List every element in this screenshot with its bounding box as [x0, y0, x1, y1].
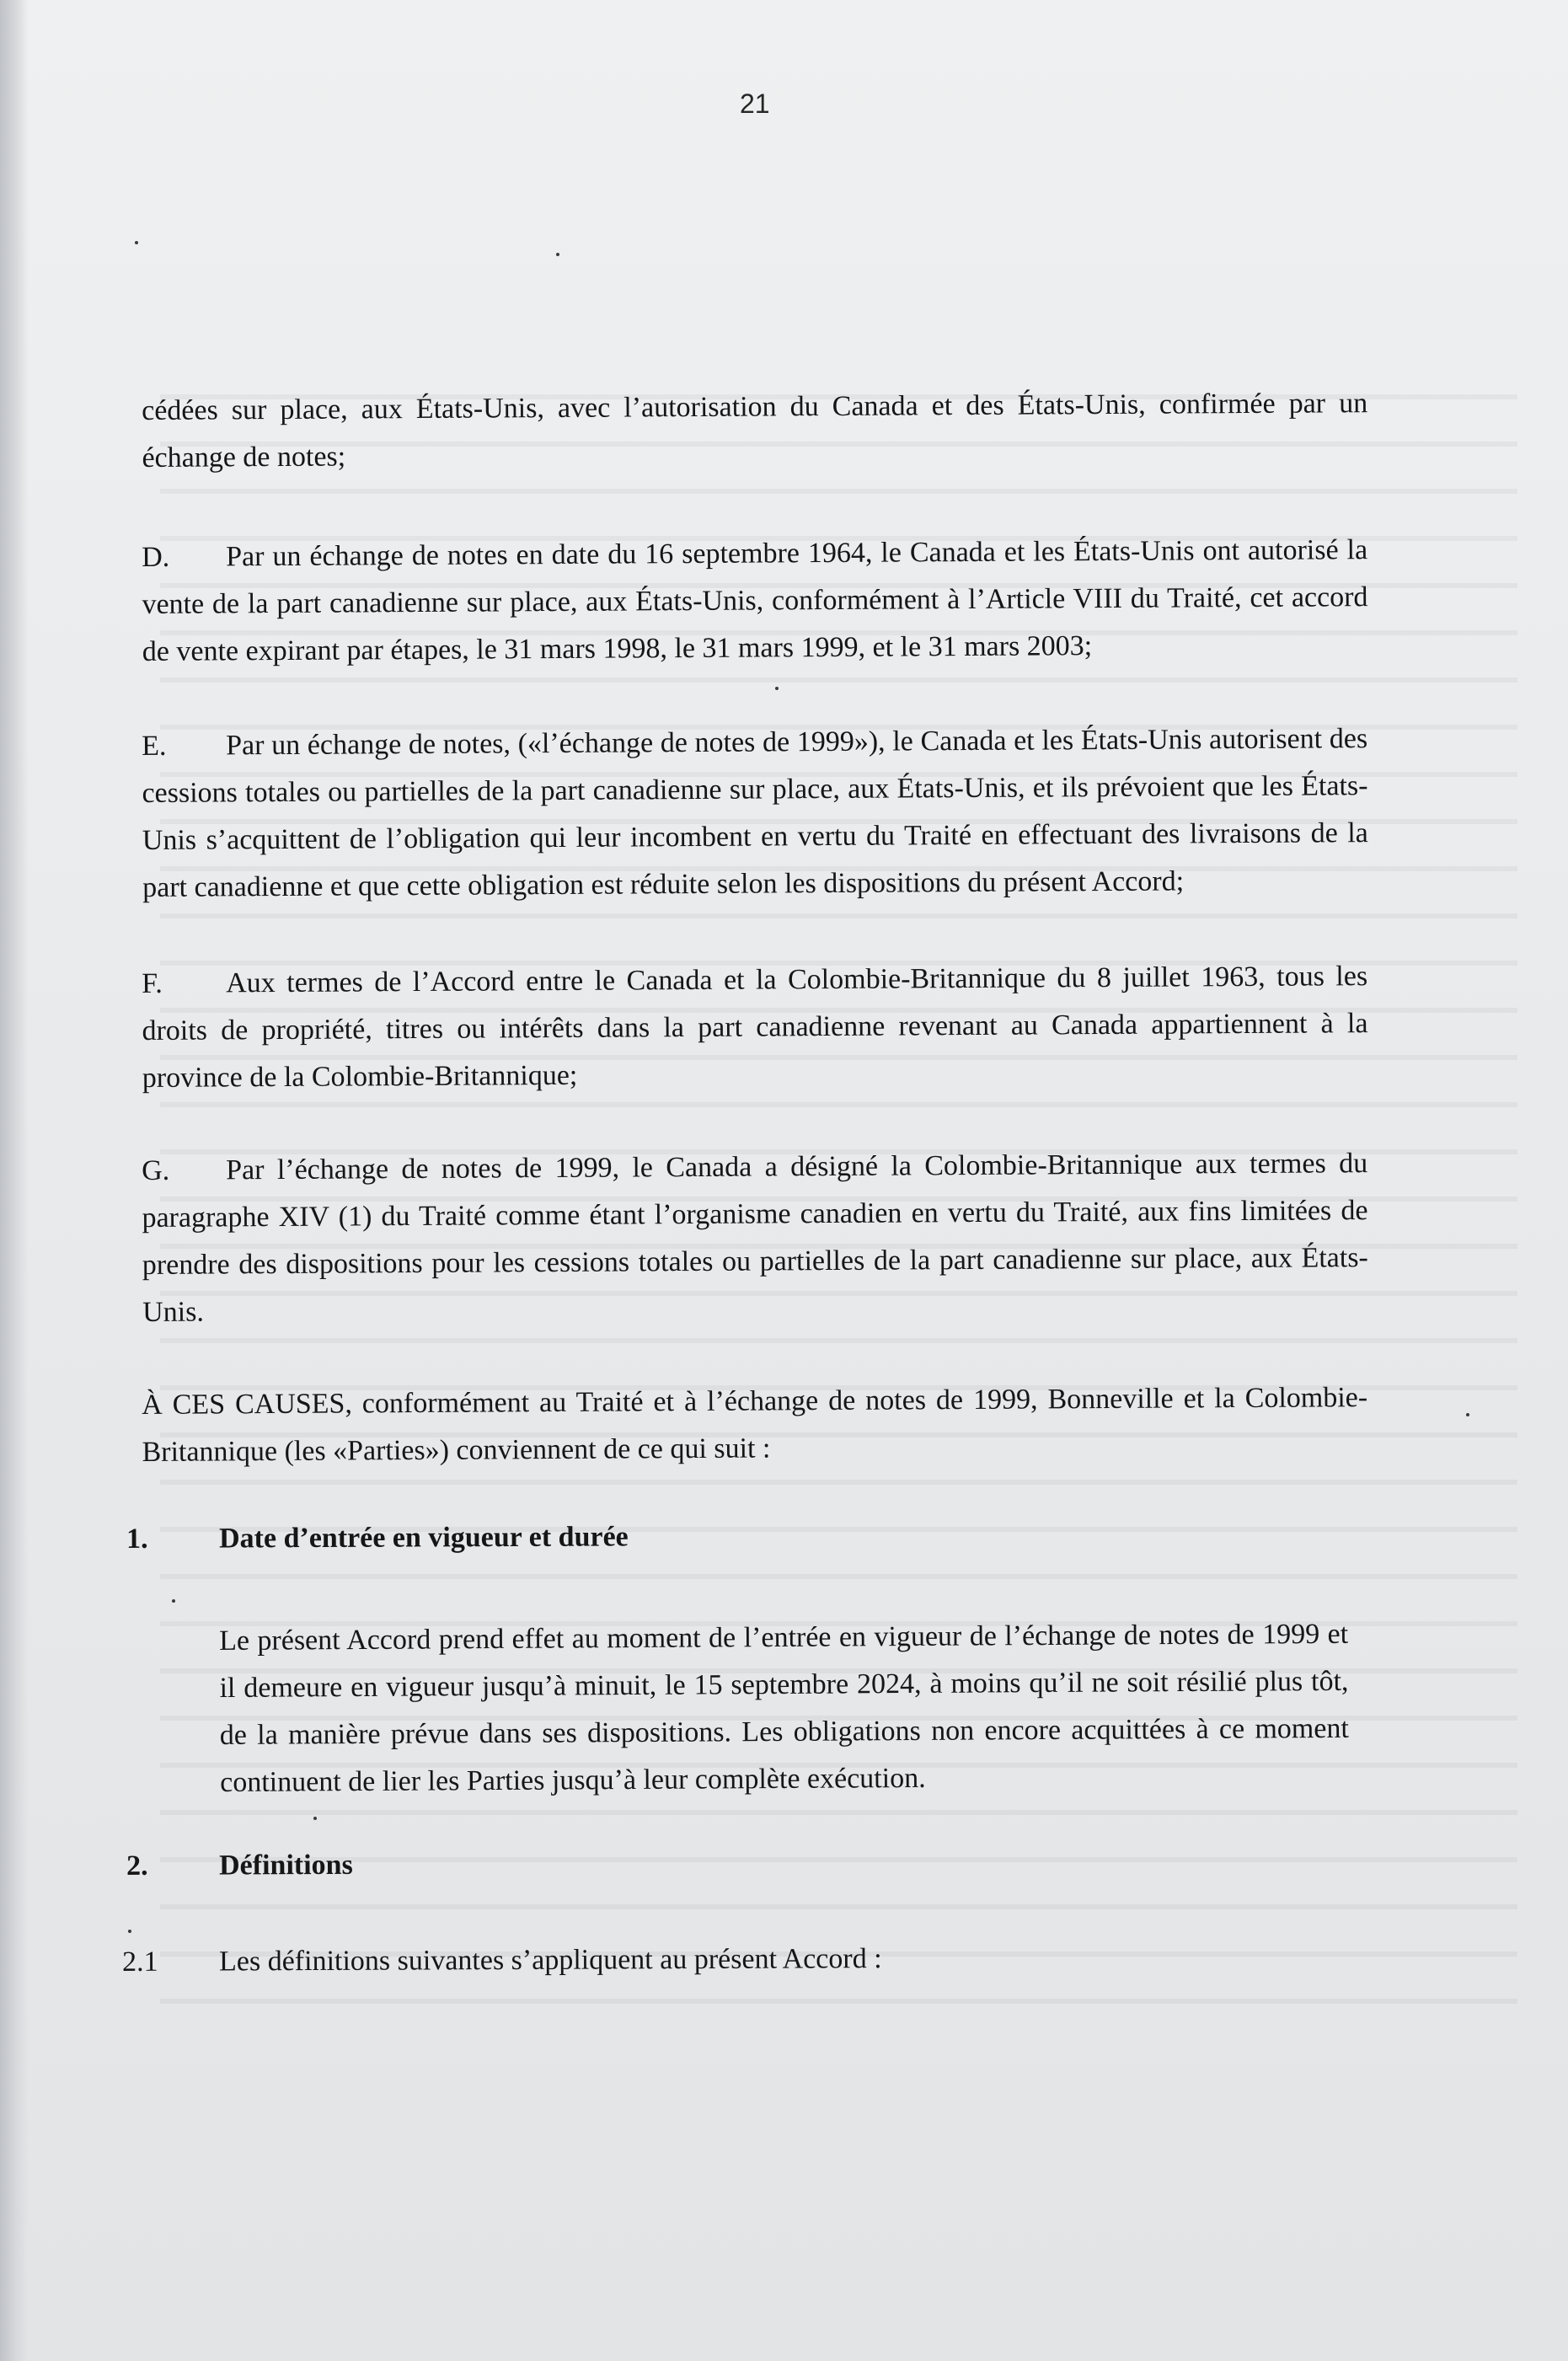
subsection-2-1-number: 2.1 [122, 1946, 158, 1978]
scan-speck [556, 253, 559, 256]
scan-speck [135, 241, 138, 244]
whereas-text: À CES CAUSES, conformément au Traité et à l’échange de notes de 1999, Bonneville et la Colombie-Britannique (les «Parties») conviennent de ce qui suit : [142, 1382, 1368, 1468]
recital-g-label: G. [142, 1154, 170, 1186]
section-1-text: Le présent Accord prend effet au moment de l’entrée en vigueur de l’échange de notes de 1999 et il demeure en vigueur jusqu’à minuit, le 15 septembre 2024, à moins qu’il ne soit résilié plus tôt, de la manière prévue dans ses dispositions. Les obligations non encore acquittées à ce moment continuent de lier les Parties jusqu’à leur complète exécution. [219, 1618, 1349, 1798]
intro-text: cédées sur place, aux États-Unis, avec l’autorisation du Canada et des États-Unis, confirmée par un échange de notes; [142, 388, 1368, 474]
binding-shadow [0, 0, 29, 2361]
scan-speck [313, 1817, 317, 1820]
whereas-clause [142, 1382, 1367, 1476]
recital-d [142, 534, 1367, 676]
section-2-heading [126, 1844, 1390, 1882]
recital-g [142, 1148, 1367, 1336]
recital-d-text: Par un échange de notes en date du 16 septembre 1964, le Canada et les États-Unis ont autorisé la vente de la part canadienne sur place, aux États-Unis, conformément à l’Article VIII du Traité, cet accord de vente expirant par étapes, le 31 mars 1998, le 31 mars 1999, et le 31 mars 2003; [142, 534, 1368, 667]
section-1-title: Date d’entrée en vigueur et durée [218, 1521, 629, 1555]
section-1-body [219, 1618, 1348, 1807]
section-2-title: Définitions [218, 1849, 353, 1882]
scan-speck [172, 1599, 175, 1603]
recital-f-text: Aux termes de l’Accord entre le Canada et la Colombie-Britannique du 8 juillet 1963, tous les droits de propriété, titres ou intérêts dans la part canadienne revenant au Canada appartiennent à la province de la Colombie-Britannique; [142, 961, 1368, 1094]
recital-f-label: F. [142, 967, 163, 999]
section-2-number: 2. [126, 1850, 148, 1882]
page-number: 21 [740, 88, 770, 119]
recital-e-label: E. [142, 730, 167, 762]
scan-speck [775, 687, 779, 690]
recital-f [142, 961, 1367, 1102]
recital-e [142, 723, 1367, 912]
subsection-2-1-text: Les définitions suivantes s’appliquent au présent Accord : [218, 1943, 882, 1978]
recital-e-text: Par un échange de notes, («l’échange de notes de 1999»), le Canada et les États-Unis autorisent des cessions totales ou partielles de la part canadienne sur place, aux États-Unis, et ils prévoient que les États-Unis s’acquittent de l’obligation qui leur incombent en vertu du Traité en effectuant des livraisons de la part canadienne et que cette obligation est réduite selon les dispositions du présent Accord; [142, 723, 1368, 903]
section-1-heading [126, 1518, 1390, 1555]
recital-d-label: D. [142, 541, 170, 573]
section-1-number: 1. [126, 1523, 148, 1555]
subsection-2-1 [122, 1941, 1386, 1978]
scan-speck [1466, 1413, 1469, 1416]
scan-speck [128, 1930, 131, 1933]
recital-g-text: Par l’échange de notes de 1999, le Canada a désigné la Colombie-Britannique aux termes du paragraphe XIV (1) du Traité comme étant l’organisme canadien en vertu du Traité, aux fins limitées de prendre des dispositions pour les cessions totales ou partielles de la part canadienne sur place, aux États-Unis. [142, 1148, 1368, 1328]
intro-paragraph [142, 388, 1367, 482]
